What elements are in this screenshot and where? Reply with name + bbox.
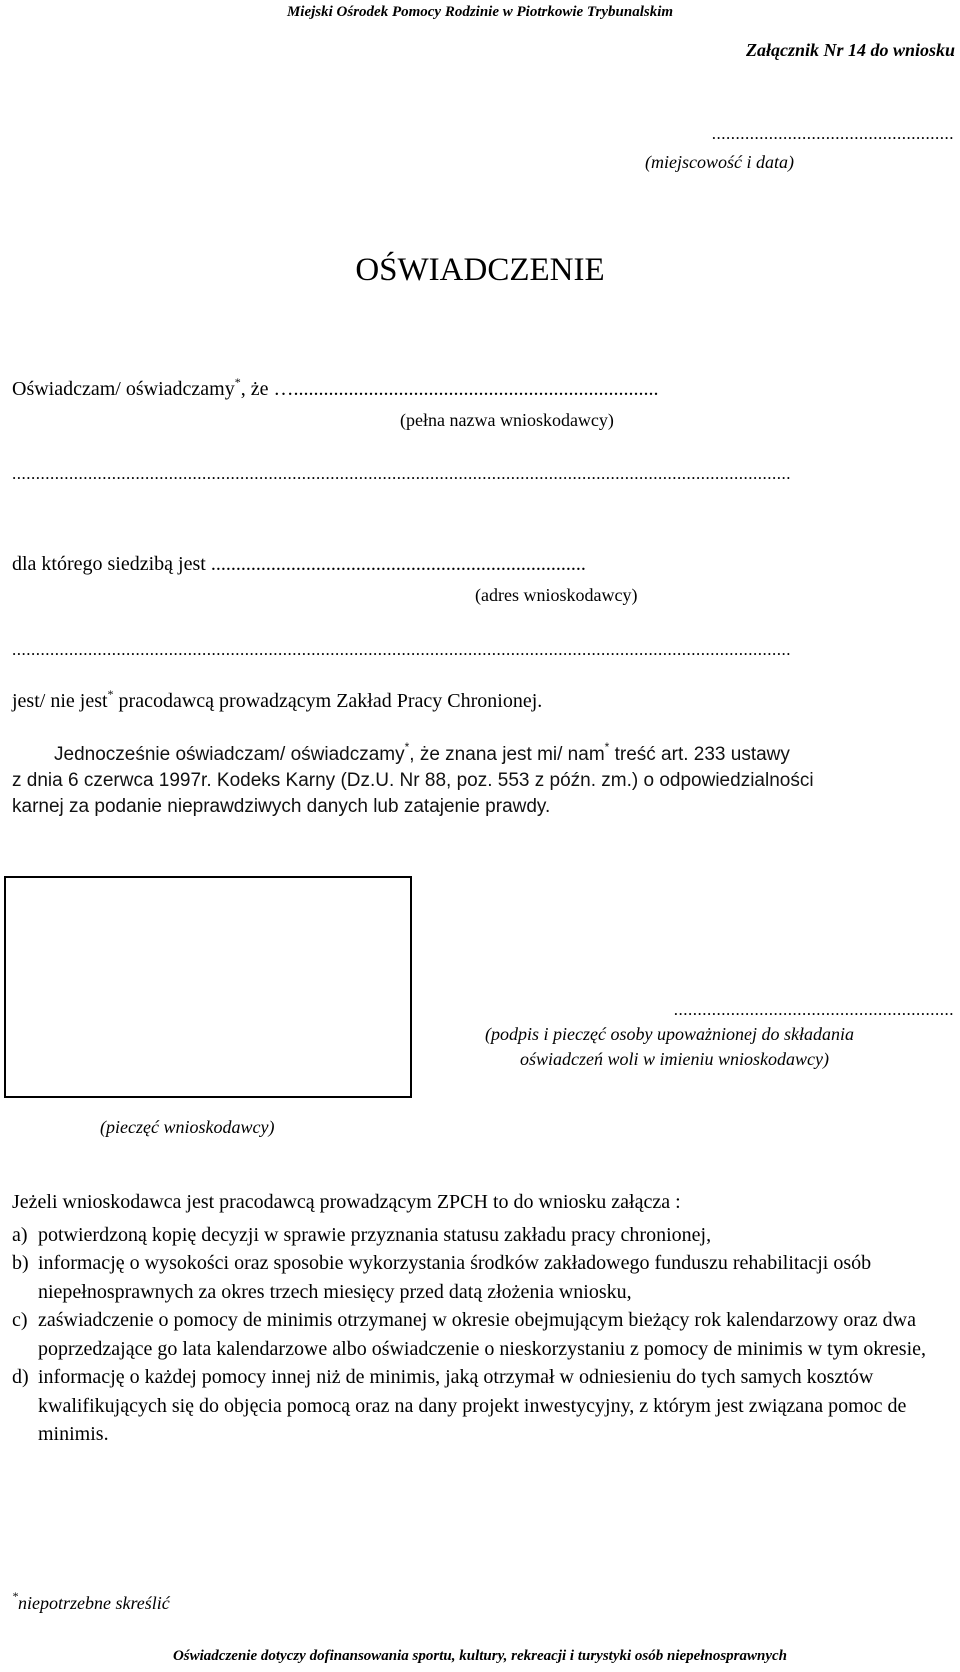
asterisk-mark: * [604, 740, 610, 754]
list-item [12, 1249, 957, 1306]
list-item [12, 1363, 957, 1449]
attachments-section [12, 1188, 957, 1449]
declaration-line: z dnia 6 czerwca 1997r. Kodeks Karny (Dz.U. Nr 88, poz. 553 z późn. zm.) o odpowiedzialności [12, 770, 814, 791]
organization-header: Miejski Ośrodek Pomocy Rodzinie w Piotrkowie Trybunalskim [286, 4, 674, 20]
footnote-text: niepotrzebne skreślić [18, 1593, 170, 1613]
place-date-caption: (miejscowość i data) [645, 152, 794, 172]
declarant-line [12, 375, 659, 401]
item-text: zaświadczenie o pomocy de minimis otrzymanej w okresie obejmującym bieżący rok kalendarzowy oraz dwa poprzedzające go lata kalendarzowe albo oświadczenie o nieskorzystaniu z pomocy de minimis w tym okresie, [38, 1309, 927, 1360]
signature-caption: (podpis i pieczęć osoby upoważnionej do składania [485, 1024, 854, 1044]
attachments-intro: Jeżeli wnioskodawca jest pracodawcą prowadzącym ZPCH to do wniosku załącza : [12, 1191, 681, 1213]
name-continuation-field[interactable]: .................................................................................................................................................................... [12, 464, 791, 483]
signature-field[interactable]: ........................................................... [673, 1000, 954, 1019]
declaration-paragraph [12, 742, 952, 820]
seat-address-field[interactable]: dla którego siedzibą jest ........................................................................... [12, 553, 586, 575]
asterisk-mark: * [404, 740, 410, 754]
declaration-text: treść art. 233 ustawy [609, 744, 790, 765]
page-footer: Oświadczenie dotyczy dofinansowania sportu, kultury, rekreacji i turystyki osób niepełnosprawnych [172, 1648, 788, 1664]
declaration-text: Jednocześnie oświadczam/ oświadczamy [54, 744, 405, 765]
employer-status-line [12, 687, 543, 713]
list-item [12, 1221, 957, 1250]
item-text: informację o każdej pomocy innej niż de minimis, jaką otrzymał w odniesieniu do tych samych kosztów kwalifikujących się do objęcia pomocą oraz na dany projekt inwestycyjny, z którym jest związana pomoc de minimis. [38, 1366, 907, 1445]
signature-caption: oświadczeń woli w imieniu wnioskodawcy) [520, 1049, 829, 1069]
list-item [12, 1306, 957, 1363]
item-text: potwierdzoną kopię decyzji w sprawie przyznania statusu zakładu pracy chronionej, [38, 1223, 712, 1246]
asterisk-mark: * [107, 687, 114, 701]
item-label: c) [12, 1309, 28, 1331]
page-title: OŚWIADCZENIE [355, 252, 605, 288]
attachment-number: Załącznik Nr 14 do wniosku [745, 40, 955, 60]
employer-status-text: pracodawcą prowadzącym Zakład Pracy Chronionej. [113, 690, 543, 712]
declaration-text: , że znana jest mi/ nam [409, 744, 605, 765]
stamp-caption: (pieczęć wnioskodawcy) [100, 1117, 275, 1137]
address-continuation-field[interactable]: .................................................................................................................................................................... [12, 640, 791, 659]
asterisk-mark: * [234, 375, 241, 389]
item-label: b) [12, 1252, 29, 1274]
employer-status-option[interactable]: jest/ nie jest [12, 690, 108, 712]
place-date-field[interactable]: ................................................... [711, 124, 954, 143]
footnote-marker: * [12, 1589, 18, 1603]
declarant-name-field[interactable]: , że …......................................................................... [240, 378, 659, 400]
footnote [12, 1589, 170, 1614]
declaration-line: karnej za podanie nieprawdziwych danych lub zatajenie prawdy. [12, 796, 551, 817]
address-caption: (adres wnioskodawcy) [475, 585, 638, 605]
item-text: informację o wysokości oraz sposobie wykorzystania środków zakładowego funduszu rehabilitacji osób niepełnosprawnych za okres trzech miesięcy przed datą złożenia wniosku, [38, 1252, 872, 1303]
name-caption: (pełna nazwa wnioskodawcy) [400, 410, 614, 430]
item-label: a) [12, 1223, 28, 1246]
stamp-box[interactable] [4, 876, 412, 1098]
declaration-line [12, 742, 952, 768]
declare-prefix: Oświadczam/ oświadczamy [12, 378, 235, 400]
item-label: d) [12, 1366, 29, 1388]
